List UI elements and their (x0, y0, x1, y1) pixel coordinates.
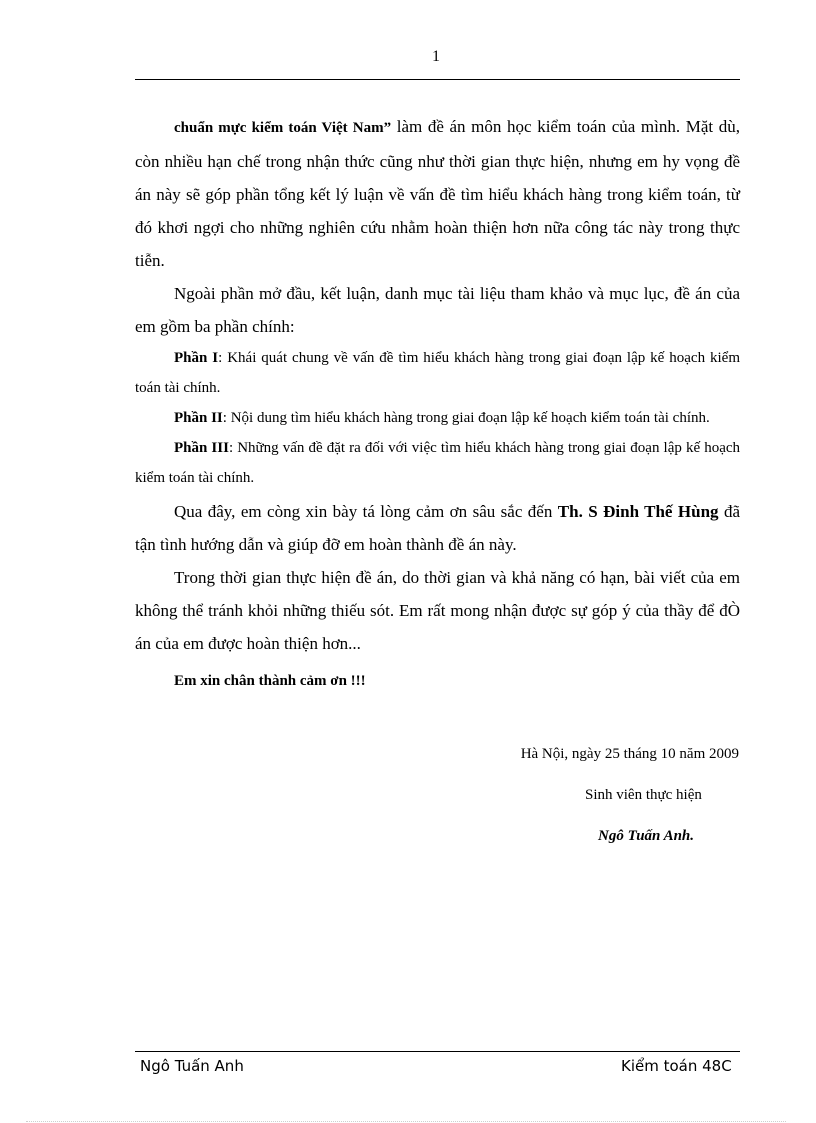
page-edge-dotted-line (26, 1121, 786, 1122)
ack-name: Th. S Đinh Thế Hùng (557, 502, 719, 521)
paragraph-acknowledgement (135, 495, 740, 561)
ack-pre: Qua đây, em còng xin bày tá lòng cảm ơn sâu sắc đến (174, 502, 558, 521)
footer-class: Kiểm toán 48C (621, 1057, 732, 1075)
intro-rest: làm đề án môn học kiểm toán của mình. Mặt dù, còn nhiều hạn chế trong nhận thức cũng như thời gian thực hiện, nhưng em hy vọng đề án này sẽ góp phần tổng kết lý luận về vấn đề tìm hiểu khách hàng trong kiểm toán, từ đó khơi ngợi cho những nghiên cứu nhằm hoàn thiện hơn nữa công tác này trong thực tiễn. (135, 117, 740, 270)
footer-rule (135, 1051, 740, 1052)
ack-post: đã tận tình hướng dẫn và giúp đỡ em hoàn thành đề án này. (135, 502, 741, 554)
part-1-text: : Khái quát chung về vấn đề tìm hiểu khách hàng trong giai đoạn lập kế hoạch kiểm toán tài chính. (135, 350, 740, 396)
document-body (135, 110, 740, 696)
signature-date: Hà Nội, ngày 25 tháng 10 năm 2009 (520, 746, 739, 762)
header-rule (135, 79, 740, 80)
paragraph-part-1 (135, 343, 740, 403)
part-2-label: Phần II (174, 410, 223, 426)
signature-role: Sinh viên thực hiện (585, 787, 702, 803)
paragraph-part-2 (135, 403, 740, 433)
intro-lead: chuẩn mực kiểm toán Việt Nam” (174, 120, 392, 136)
footer-author: Ngô Tuấn Anh (140, 1057, 244, 1075)
paragraph-intro (135, 110, 740, 277)
part-1-label: Phần I (174, 350, 219, 366)
paragraph-thanks: Em xin chân thành cảm ơn !!! (174, 673, 366, 689)
signature-name: Ngô Tuấn Anh. (598, 828, 695, 844)
paragraph-structure: Ngoài phần mở đầu, kết luận, danh mục tài liệu tham khảo và mục lục, đề án của em gồm ba phần chính: (135, 284, 740, 336)
paragraph-part-3 (135, 433, 740, 493)
part-3-label: Phần III (174, 440, 229, 456)
part-2-text: : Nội dung tìm hiểu khách hàng trong giai đoạn lập kế hoạch kiểm toán tài chính. (222, 410, 710, 426)
page-number: 1 (432, 48, 440, 65)
paragraph-apology: Trong thời gian thực hiện đề án, do thời gian và khả năng có hạn, bài viết của em không thể tránh khỏi những thiếu sót. Em rất mong nhận được sự góp ý của thầy để đÒ án của em được hoàn thiện hơn... (135, 568, 740, 653)
part-3-text: : Những vấn đề đặt ra đối với việc tìm hiểu khách hàng trong giai đoạn lập kế hoạch kiểm toán tài chính. (135, 440, 741, 486)
